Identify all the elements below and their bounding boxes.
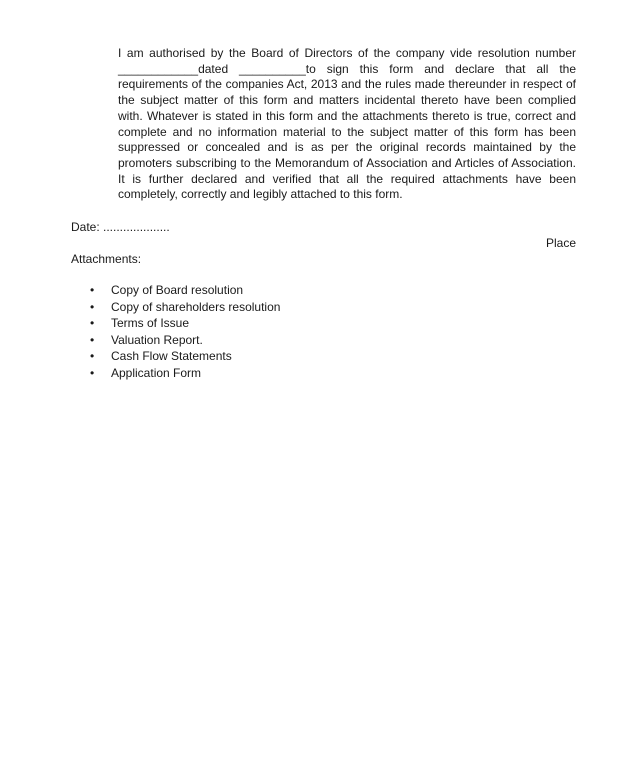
attachment-item-label: Terms of Issue bbox=[111, 316, 190, 330]
attachment-item bbox=[90, 282, 280, 299]
attachment-item bbox=[90, 348, 280, 365]
bullet-icon: • bbox=[90, 365, 95, 380]
bullet-icon: • bbox=[90, 283, 95, 297]
attachment-item bbox=[90, 365, 280, 382]
attachment-item bbox=[90, 332, 280, 349]
bullet-icon: • bbox=[90, 316, 95, 330]
place-label: Place bbox=[545, 236, 576, 250]
bullet-icon: • bbox=[90, 349, 95, 363]
attachment-item bbox=[90, 315, 280, 332]
date-line: Date: .................... bbox=[71, 220, 170, 234]
bullet-icon: • bbox=[90, 332, 95, 347]
attachment-item-label: Cash Flow Statements bbox=[111, 349, 232, 363]
bullet-icon: • bbox=[90, 299, 95, 314]
attachment-list bbox=[90, 282, 280, 381]
attachment-item bbox=[90, 299, 280, 316]
declaration-paragraph: I am authorised by the Board of Directors of the company vide resolution number ____________dated __________to sign this form and declare that all the requirements of the companies Act, 2013 and the rules made thereunder in respect of the subject matter of this form and matters incidental thereto have been complied with. Whatever is stated in this form and the attachments thereto is true, correct and complete and no information material to the subject matter of this form has been suppressed or concealed and is as per the original records maintained by the promoters subscribing to the Memorandum of Association and Articles of Association. It is further declared and verified that all the required attachments have been completely, correctly and legibly attached to this form. bbox=[118, 46, 576, 202]
attachments-heading: Attachments: bbox=[71, 252, 142, 266]
attachment-item-label: Copy of Board resolution bbox=[111, 283, 244, 297]
attachment-item-label: Application Form bbox=[111, 365, 202, 380]
attachment-item-label: Valuation Report. bbox=[111, 332, 203, 347]
attachment-item-label: Copy of shareholders resolution bbox=[111, 299, 281, 314]
